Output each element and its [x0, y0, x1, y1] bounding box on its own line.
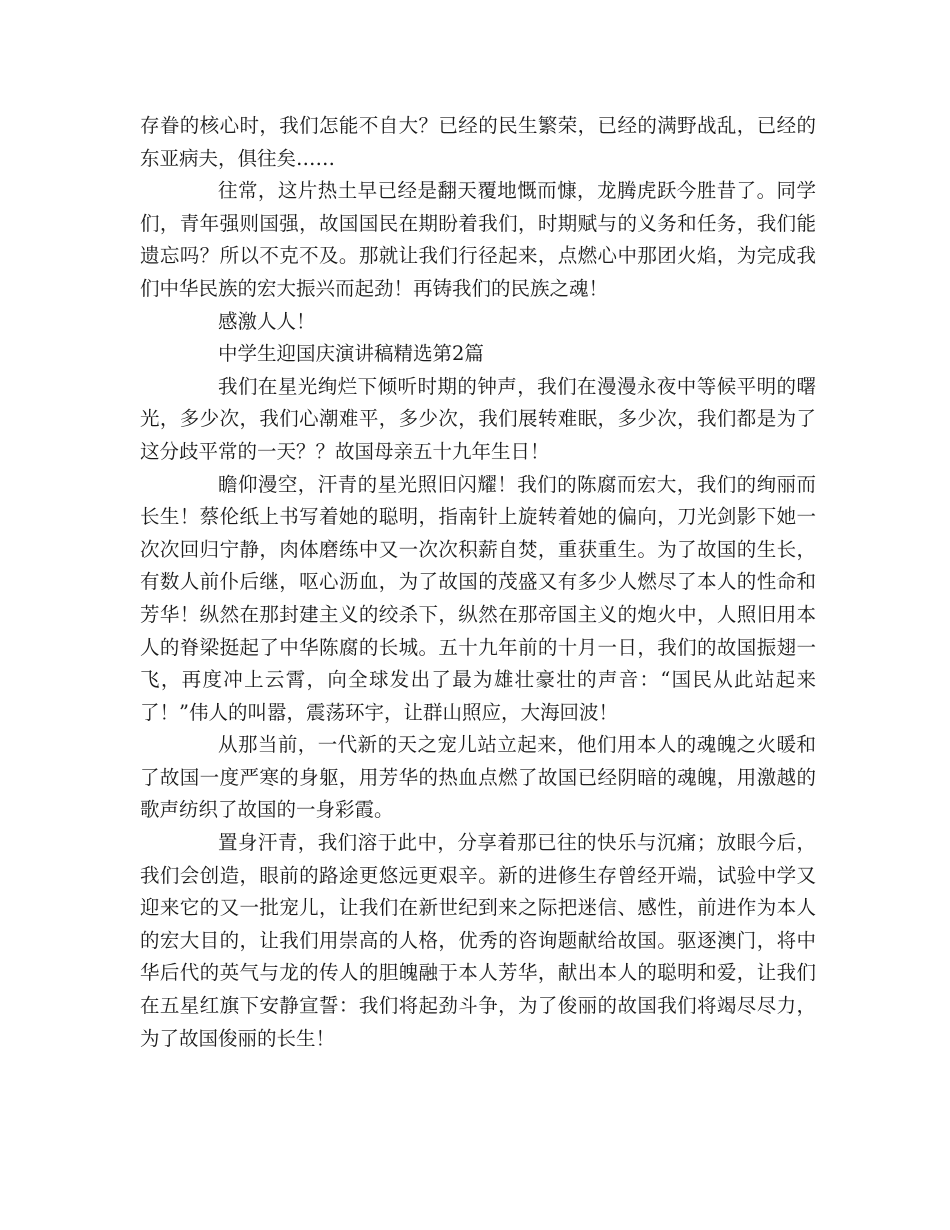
section-heading: 中学生迎国庆演讲稿精选第2篇 — [218, 342, 484, 366]
document-page — [140, 110, 816, 1055]
closing-thanks: 感激人人！ — [218, 309, 316, 333]
paragraph-3: 我们在星光绚烂下倾听时期的钟声，我们在漫漫永夜中等候平明的曙光，多少次，我们心潮难平，多少次，我们展转难眠，多少次，我们都是为了这分歧平常的一天？？故国母亲五十九年生日！ — [140, 374, 816, 463]
paragraph-4: 瞻仰漫空，汗青的星光照旧闪耀！我们的陈腐而宏大，我们的绚丽而长生！蔡伦纸上书写着她的聪明，指南针上旋转着她的偏向，刀光剑影下她一次次回归宁静，肉体磨练中又一次次积薪自焚，重获重生。为了故国的生长，有数人前仆后继，呕心沥血，为了故国的茂盛又有多少人燃尽了本人的性命和芳华！纵然在那封建主义的绞杀下，纵然在那帝国主义的炮火中，人照旧用本人的脊梁挺起了中华陈腐的长城。五十九年前的十月一日，我们的故国振翅一飞，再度冲上云霄，向全球发出了最为雄壮豪壮的声音：“国民从此站起来了！”伟人的叫嚣，震荡环宇，让群山照应，大海回波！ — [140, 472, 816, 724]
paragraph-6: 置身汗青，我们溶于此中，分享着那已往的快乐与沉痛；放眼今后，我们会创造，眼前的路途更悠远更艰辛。新的进修生存曾经开端，试验中学又迎来它的又一批宠儿，让我们在新世纪到来之际把迷信、感性，前进作为本人的宏大目的，让我们用崇高的人格，优秀的咨询题献给故国。驱逐澳门，将中华后代的英气与龙的传人的胆魄融于本人芳华，献出本人的聪明和爱，让我们在五星红旗下安静宣誓：我们将起劲斗争，为了俊丽的故国我们将竭尽尽力，为了故国俊丽的长生！ — [140, 831, 816, 1050]
paragraph-5: 从那当前，一代新的天之宠儿站立起来，他们用本人的魂魄之火暖和了故国一度严寒的身躯，用芳华的热血点燃了故国已经阴暗的魂魄，用激越的歌声纺织了故国的一身彩霞。 — [140, 733, 816, 822]
paragraph-2: 往常，这片热土早已经是翻天覆地慨而慷，龙腾虎跃今胜昔了。同学们，青年强则国强，故国国民在期盼着我们，时期赋与的义务和任务，我们能遗忘吗？所以不克不及。那就让我们行径起来，点燃心中那团火焰，为完成我们中华民族的宏大振兴而起劲！再铸我们的民族之魂！ — [140, 179, 816, 300]
paragraph-1: 存眷的核心时，我们怎能不自大？已经的民生繁荣，已经的满野战乱，已经的东亚病夫，俱往矣…… — [140, 114, 816, 170]
